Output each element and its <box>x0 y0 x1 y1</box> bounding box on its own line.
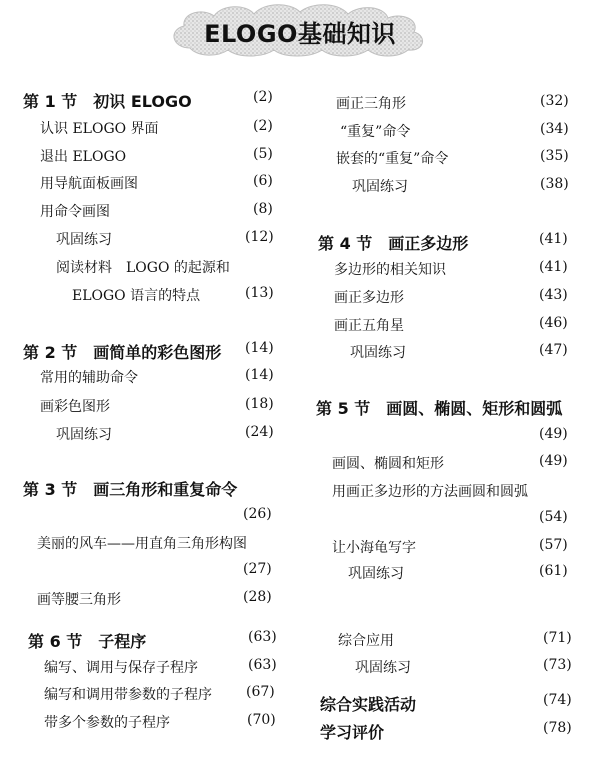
toc-entry-text: 带多个参数的子程序 <box>44 715 170 731</box>
toc-entry-text: 巩固练习 <box>355 660 411 676</box>
toc-entry-text: 巩固练习 <box>350 345 406 361</box>
toc-page-number: (71) <box>543 630 572 646</box>
toc-page-number: (8) <box>253 201 273 217</box>
toc-entry-text: 综合实践活动 <box>320 695 417 714</box>
toc-page-number: (35) <box>540 148 569 164</box>
toc-page-number: (38) <box>540 176 569 192</box>
toc-page-number: (61) <box>539 563 568 579</box>
toc-entry-text: 第 1 节 初识 ELOGO <box>23 92 192 111</box>
toc-entry-text: 用导航面板画图 <box>40 176 138 192</box>
toc-page-number: (70) <box>247 712 276 728</box>
toc-entry-text: 用画正多边形的方法画圆和圆弧 <box>332 484 528 500</box>
toc-entry-text: 学习评价 <box>320 723 385 742</box>
toc-entry-text: 画正多边形 <box>334 290 404 306</box>
toc-entry-text: 巩固练习 <box>352 179 408 195</box>
toc-page-number: (41) <box>539 259 568 275</box>
toc-page-number: (14) <box>245 340 274 356</box>
toc-page-number: (2) <box>253 89 273 105</box>
toc-entry-text: 巩固练习 <box>56 427 112 443</box>
toc-page-number: (41) <box>539 231 568 247</box>
toc-page-number: (24) <box>245 424 274 440</box>
toc-entry-text: 综合应用 <box>338 633 394 649</box>
toc-page-number: (63) <box>248 657 277 673</box>
toc-page-number: (2) <box>253 118 273 134</box>
toc-page-number: (12) <box>245 229 274 245</box>
toc-page-number: (27) <box>243 561 272 577</box>
toc-entry-text: 让小海龟写字 <box>332 540 416 556</box>
toc-entry-text: 嵌套的“重复”命令 <box>336 151 449 167</box>
toc-page-number: (73) <box>543 657 572 673</box>
toc-entry-text: 常用的辅助命令 <box>40 370 138 386</box>
toc-page-number: (67) <box>246 684 275 700</box>
toc-entry-text: 阅读材料 LOGO 的起源和 <box>56 260 230 276</box>
toc-entry-text: 巩固练习 <box>56 232 112 248</box>
toc-page-number: (14) <box>245 367 274 383</box>
toc-page-number: (13) <box>245 285 274 301</box>
toc-page-number: (32) <box>540 93 569 109</box>
toc-page-number: (74) <box>543 692 572 708</box>
toc-entry-text: 美丽的风车——用直角三角形构图 <box>37 536 247 552</box>
toc-entry-text: “重复”命令 <box>340 124 411 140</box>
toc-page-number: (18) <box>245 396 274 412</box>
toc-entry-text: ELOGO 语言的特点 <box>72 288 201 304</box>
toc-page-number: (34) <box>540 121 569 137</box>
toc-entry-text: 画正五角星 <box>334 318 404 334</box>
toc-entry-text: 退出 ELOGO <box>40 149 127 165</box>
toc-page-number: (28) <box>243 589 272 605</box>
toc-entry-text: 画彩色图形 <box>40 399 110 415</box>
toc-entry-text: 编写和调用带参数的子程序 <box>44 687 212 703</box>
toc-entry-text: 第 3 节 画三角形和重复命令 <box>23 480 238 499</box>
toc-page-number: (49) <box>539 426 568 442</box>
toc-page-number: (78) <box>543 720 572 736</box>
toc-page-number: (46) <box>539 315 568 331</box>
toc-page-number: (49) <box>539 453 568 469</box>
page-title: ELOGO基础知识 <box>204 20 396 48</box>
toc-entry-text: 巩固练习 <box>348 566 404 582</box>
toc-page-number: (26) <box>243 506 272 522</box>
toc-page-number: (63) <box>248 629 277 645</box>
header-banner <box>0 0 600 64</box>
toc-entry-text: 画等腰三角形 <box>37 592 121 608</box>
toc-entry-text: 第 4 节 画正多边形 <box>318 234 469 253</box>
toc-entry-text: 多边形的相关知识 <box>334 262 446 278</box>
toc-page-number: (5) <box>253 146 273 162</box>
toc-page-number: (54) <box>539 509 568 525</box>
toc-entry-text: 编写、调用与保存子程序 <box>44 660 198 676</box>
toc-entry-text: 认识 ELOGO 界面 <box>40 121 159 137</box>
toc-page-number: (6) <box>253 173 273 189</box>
toc-page-number: (47) <box>539 342 568 358</box>
toc-entry-text: 第 2 节 画简单的彩色图形 <box>23 343 222 362</box>
toc-entry-text: 用命令画图 <box>40 204 110 220</box>
toc-entry-text: 第 5 节 画圆、椭圆、矩形和圆弧 <box>316 399 563 418</box>
toc-entry-text: 第 6 节 子程序 <box>28 632 147 651</box>
toc-entry-text: 画正三角形 <box>336 96 406 112</box>
toc-entry-text: 画圆、椭圆和矩形 <box>332 456 444 472</box>
toc-page-number: (57) <box>539 537 568 553</box>
toc-page-number: (43) <box>539 287 568 303</box>
